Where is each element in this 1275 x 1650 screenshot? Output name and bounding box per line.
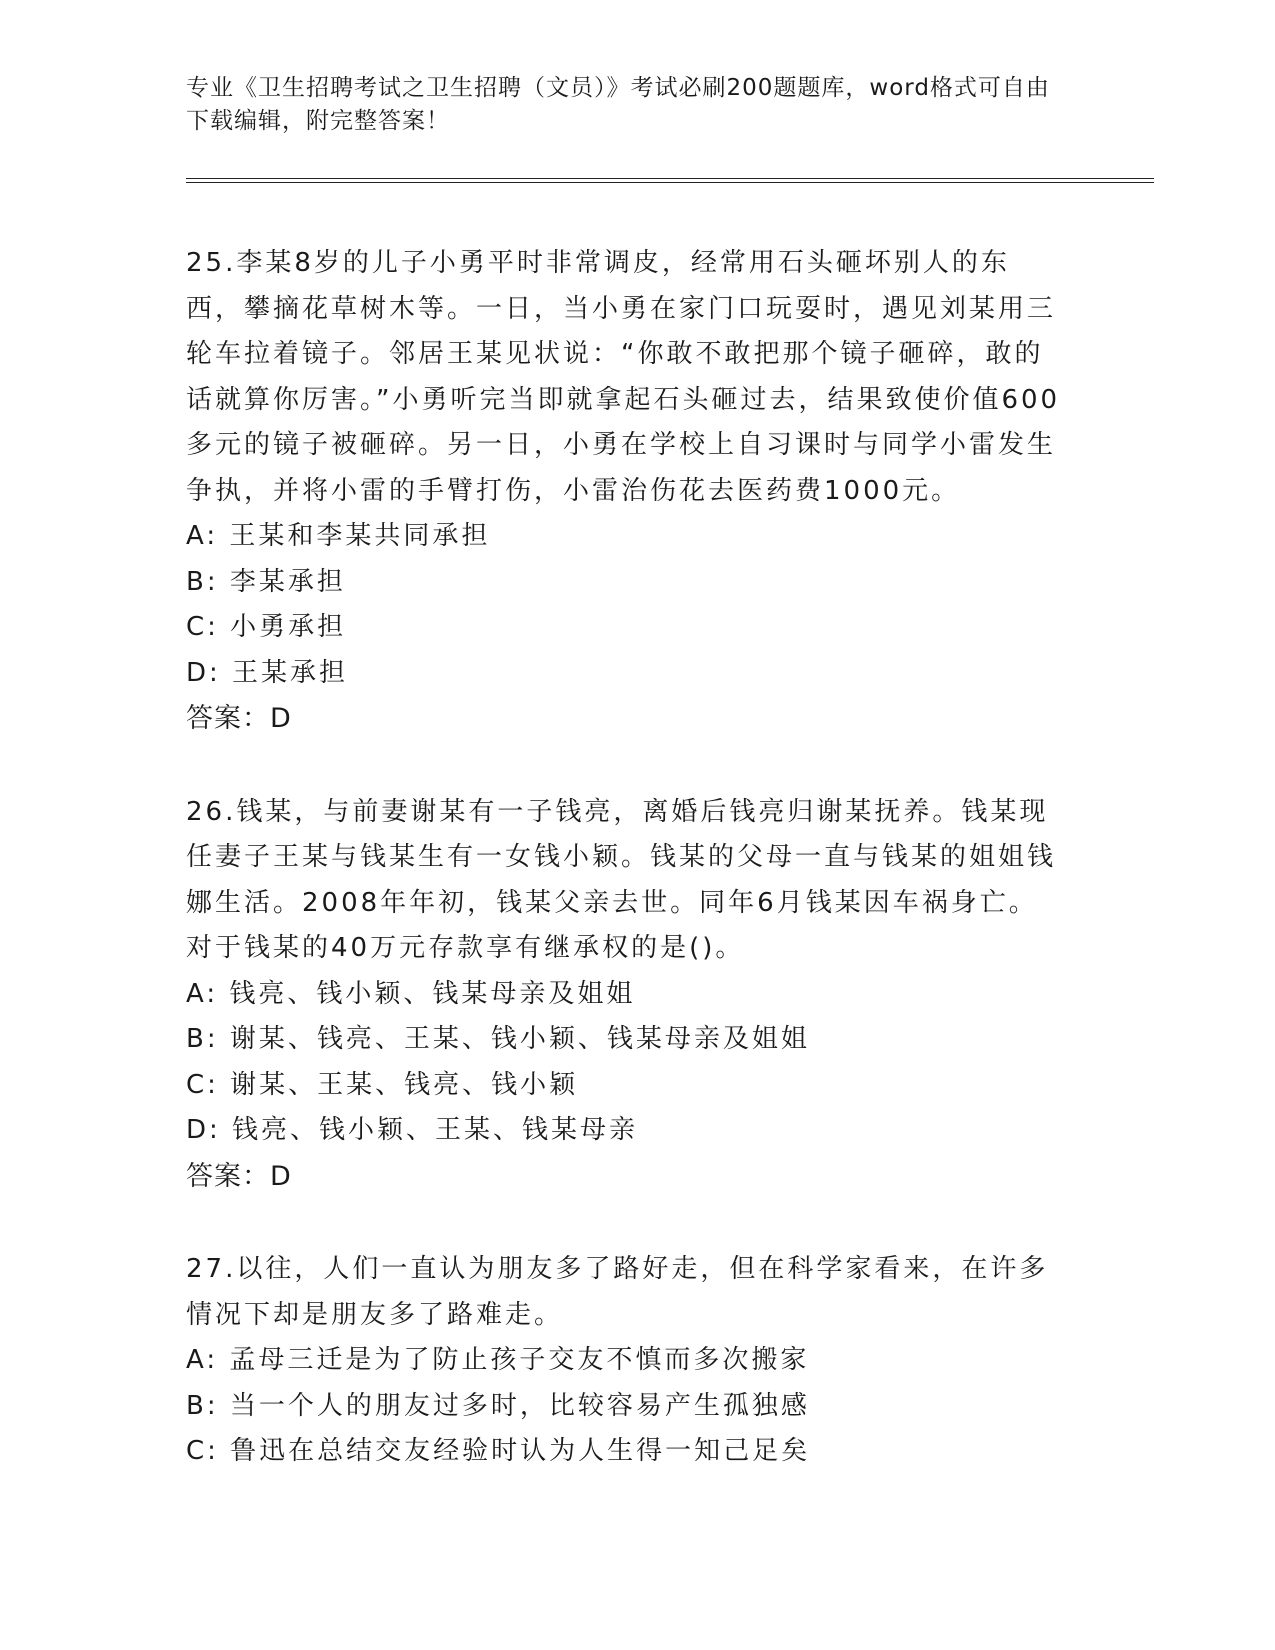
answer-line: 答案：D	[186, 703, 292, 734]
option-c: C: 小勇承担	[186, 612, 347, 642]
question-stem: 27.以往，人们一直认为朋友多了路好走，但在科学家看来，在许多情况下却是朋友多了路难走。	[186, 1254, 1049, 1330]
option-d: D: 钱亮、钱小颖、王某、钱某母亲	[186, 1115, 639, 1145]
document-page	[186, 72, 1146, 1475]
question-26	[186, 790, 1146, 1200]
option-d: D: 王某承担	[186, 657, 349, 688]
question-stem: 26.钱某，与前妻谢某有一子钱亮，离婚后钱亮归谢某抚养。钱某现任妻子王某与钱某生有一女钱小颖。钱某的父母一直与钱某的姐姐钱娜生活。2008年年初，钱某父亲去世。同年6月钱某因车祸身亡。对于钱某的40万元存款享有继承权的是()。	[186, 796, 1057, 963]
option-b: B: 李某承担	[186, 566, 346, 597]
header-divider	[186, 178, 1154, 183]
question-stem: 25.李某8岁的儿子小勇平时非常调皮，经常用石头砸坏别人的东西，攀摘花草树木等。一日，当小勇在家门口玩耍时，遇见刘某用三轮车拉着镜子。邻居王某见状说：“你敢不敢把那个镜子砸碎，敢的话就算你厉害。”小勇听完当即就拿起石头砸过去，结果致使价值600多元的镜子被砸碎。另一日，小勇在学校上自习课时与同学小雷发生争执，并将小雷的手臂打伤，小雷治伤花去医药费1000元。	[186, 248, 1061, 506]
option-c: C: 鲁迅在总结交友经验时认为人生得一知己足矣	[186, 1436, 811, 1466]
answer-line: 答案：D	[186, 1160, 292, 1192]
option-b: B: 当一个人的朋友过多时，比较容易产生孤独感	[186, 1390, 810, 1421]
option-a: A: 王某和李某共同承担	[186, 521, 491, 551]
option-b: B: 谢某、钱亮、王某、钱小颖、钱某母亲及姐姐	[186, 1024, 810, 1054]
option-a: A: 孟母三迁是为了防止孩子交友不慎而多次搬家	[186, 1345, 810, 1375]
question-25	[186, 241, 1146, 742]
option-c: C: 谢某、王某、钱亮、钱小颖	[186, 1069, 579, 1100]
option-a: A: 钱亮、钱小颖、钱某母亲及姐姐	[186, 978, 636, 1009]
question-27	[186, 1247, 1146, 1475]
document-header: 专业《卫生招聘考试之卫生招聘（文员）》考试必刷200题题库，word格式可自由下载编辑，附完整答案！	[186, 75, 1050, 134]
